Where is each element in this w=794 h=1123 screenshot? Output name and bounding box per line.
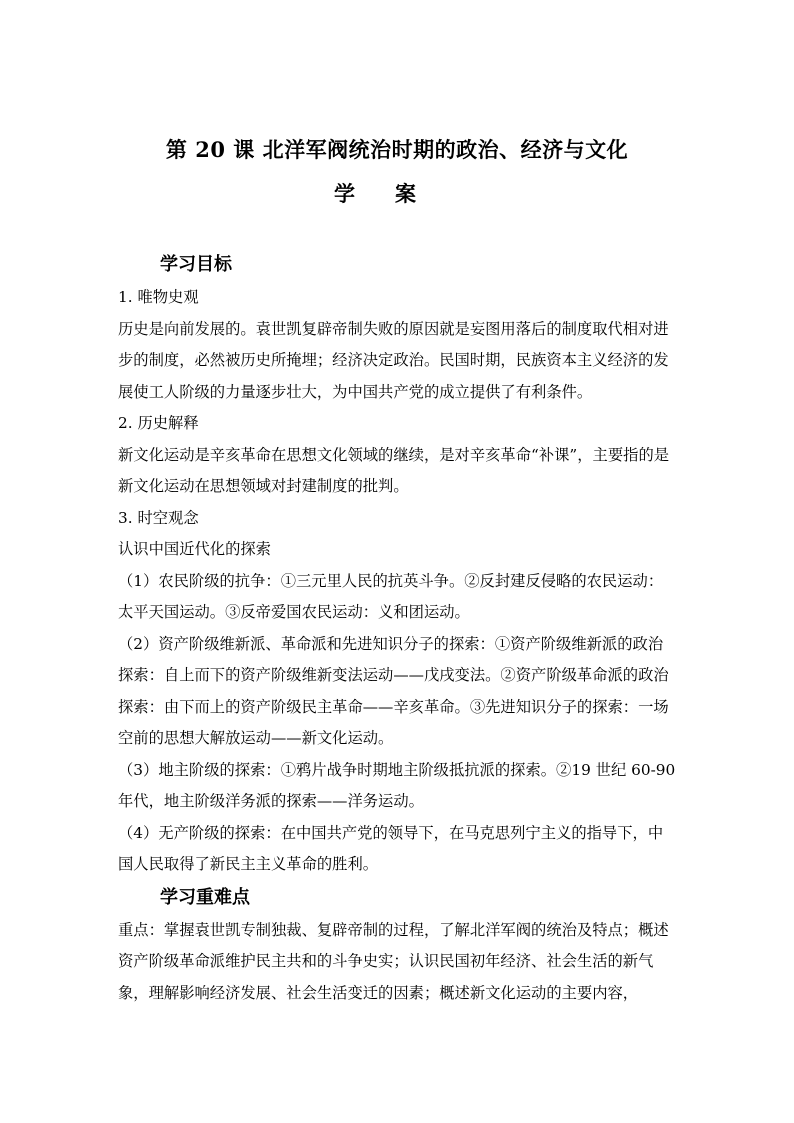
objective-3-point-1: （1）农民阶级的抗争：①三元里人民的抗英斗争。②反封建反侵略的农民运动：太平天国运动。③反帝爱国农民运动：义和团运动。	[118, 571, 664, 621]
objective-1-text: 历史是向前发展的。袁世凯复辟帝制失败的原因就是妄图用落后的制度取代相对进步的制度，必然被历史所掩埋；经济决定政治。民国时期，民族资本主义经济的发展使工人阶级的力量逐步壮大，为中国共产党的成立提供了有利条件。	[118, 319, 669, 401]
objective-2-text: 新文化运动是辛亥革命在思想文化领域的继续，是对辛亥革命“补课”，主要指的是新文化运动在思想领域对封建制度的批判。	[118, 445, 670, 495]
objective-3-intro: 认识中国近代化的探索	[118, 540, 271, 558]
section-heading-key-points: 学习重难点	[160, 886, 250, 908]
section-heading-objectives: 学习目标	[160, 254, 232, 275]
objective-1-label: 1. 唯物史观	[118, 288, 199, 306]
document-subtitle	[334, 178, 416, 208]
key-points-text: 重点：掌握袁世凯专制独裁、复辟帝制的过程，了解北洋军阀的统治及特点；概述资产阶级革命派维护民主共和的斗争史实；认识民国初年经济、社会生活的新气象，理解影响经济发展、社会生活变迁的因素；概述新文化运动的主要内容，	[118, 920, 669, 1002]
document-title: 第 20 课 北洋军阀统治时期的政治、经济与文化	[165, 137, 629, 162]
subtitle-part-2: 案	[395, 181, 416, 206]
objective-3-label: 3. 时空观念	[118, 508, 199, 527]
objective-3-point-4: （4）无产阶级的探索：在中国共产党的领导下，在马克思列宁主义的指导下，中国人民取得了新民主主义革命的胜利。	[118, 823, 664, 873]
objective-3-point-3: （3）地主阶级的探索：①鸦片战争时期地主阶级抵抗派的探索。②19 世纪 60-90 年代，地主阶级洋务派的探索——洋务运动。	[118, 760, 676, 810]
objective-3-point-2: （2）资产阶级维新派、革命派和先进知识分子的探索：①资产阶级维新派的政治探索：自上而下的资产阶级维新变法运动——戊戌变法。②资产阶级革命派的政治探索：由下而上的资产阶级民主革命——辛亥革命。③先进知识分子的探索：一场空前的思想大解放运动——新文化运动。	[118, 634, 669, 747]
subtitle-part-1: 学	[334, 181, 355, 206]
objective-2-label: 2. 历史解释	[118, 414, 199, 432]
document-body	[118, 248, 678, 1009]
